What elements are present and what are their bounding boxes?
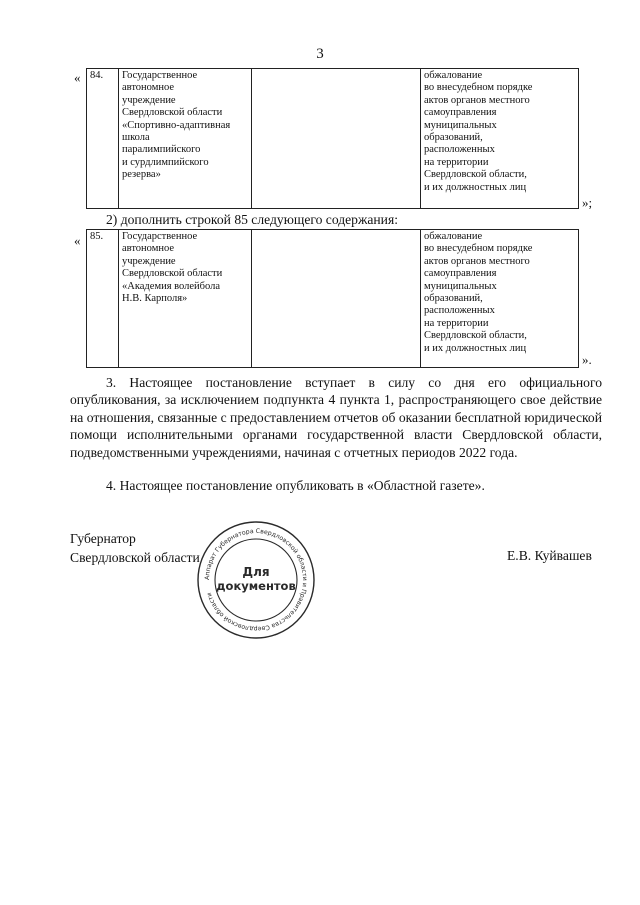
quote-close-84: »;	[582, 195, 593, 210]
item-2-text: 2) дополнить строкой 85 следующего содержания:	[106, 212, 398, 227]
quote-close-85: ».	[582, 352, 592, 367]
stamp-text-line2: документов	[216, 579, 296, 593]
quote-open-85: «	[74, 233, 81, 248]
paragraph-4: 4. Настоящее постановление опубликовать в «Областной газете».	[106, 478, 485, 493]
row-85-name: Государственное автономное учреждение Свердловской области «Академия волейбола Н.В. Карполя»	[119, 230, 252, 368]
row-84-col3	[252, 69, 421, 209]
row-84-description: обжалование во внесудебном порядке актов органов местного самоуправления муниципальных образований, расположенных на территории Свердловской области, и их должностных лиц	[421, 69, 579, 209]
page-number: 3	[316, 46, 324, 62]
quote-open-84: «	[74, 70, 81, 85]
paragraph-3: 3. Настоящее постановление вступает в силу со дня его официального опубликования, за исключением подпункта 4 пункта 1, распространяющего свое действие на отношения, связанные с предоставлением отчетов об оказании бесплатной юридической помощи исполнительными органами государственной власти Свердловской области, подведомственными учреждениями, начиная с отчетных периодов 2022 года.	[70, 375, 602, 460]
row-85-description: обжалование во внесудебном порядке актов органов местного самоуправления муниципальных образований, расположенных на территории Свердловской области, и их должностных лиц	[421, 230, 579, 368]
row-84-number: 84.	[87, 69, 119, 209]
row-84-name: Государственное автономное учреждение Свердловской области «Спортивно-адаптивная школа паралимпийского и сурдлимпийского резерва»	[119, 69, 252, 209]
stamp-text-line1: Для	[242, 565, 270, 579]
table-row-84	[86, 68, 579, 209]
table-row-85	[86, 229, 579, 368]
row-85-number: 85.	[87, 230, 119, 368]
governor-title: Губернатор Свердловской области	[70, 531, 200, 565]
official-stamp	[196, 520, 316, 640]
governor-name: Е.В. Куйвашев	[507, 548, 592, 563]
svg-text:Аппарат Губернатора Свердловск: Аппарат Губернатора Свердловской области и Правительства Свердловской области	[203, 527, 309, 633]
row-85-col3	[252, 230, 421, 368]
